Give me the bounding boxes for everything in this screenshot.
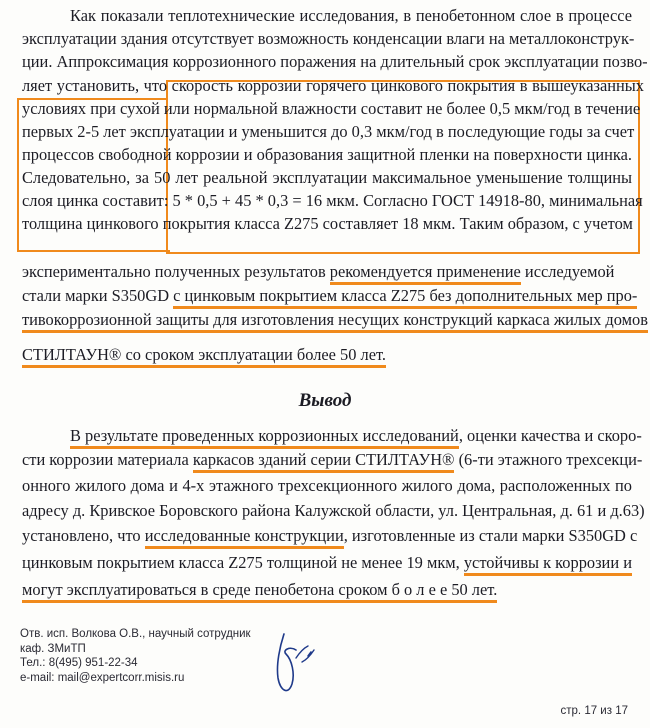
section-heading: Вывод (298, 390, 352, 411)
text-span: установлено, что (22, 526, 145, 545)
text-span: , оценки качества и скоро- (458, 426, 642, 445)
text-span: стали марки S350GD (22, 286, 174, 305)
executor-name: Отв. исп. Волкова О.В., научный сотрудник (20, 628, 251, 640)
text-span: , изготовленные из стали марки S350GD с (343, 526, 638, 545)
paragraph-1-line (22, 76, 645, 96)
underlined-text: исследованные конструкции (145, 526, 344, 549)
text-span: цинковым покрытием класса Z275 толщиной не менее 19 мкм, (22, 553, 464, 572)
underlined-text: рекомендуется применение (330, 262, 521, 285)
underlined-text: устойчивы к коррозии и (464, 553, 632, 576)
paragraph-1-line (22, 345, 632, 365)
paragraph-1-line: Следовательно, за 50 лет реальной эксплуатации максимальное уменьшение толщины (22, 168, 632, 187)
paragraph-1-line (22, 286, 638, 306)
paragraph-2-line (22, 450, 643, 470)
paragraph-2-line (22, 526, 638, 546)
paragraph-1-line: слоя цинка составит: 5 * 0,5 + 45 * 0,3 = 16 мкм. Согласно ГОСТ 14918-80, минимальная (22, 191, 643, 210)
text-span: сти коррозии материала (22, 450, 193, 469)
email: e-mail: mail@expertcorr.misis.ru (20, 671, 185, 684)
paragraph-1-line: первых 2-5 лет эксплуатации и уменьшится до 0,3 мкм/год в последующие годы за счет (22, 122, 635, 141)
underlined-text: СТИЛТАУН® со сроком эксплуатации более 50 лет. (22, 345, 386, 368)
department: каф. ЗМиТП (20, 642, 86, 655)
paragraph-2-line (22, 580, 632, 600)
text-span: Таким образом, с учетом (455, 214, 633, 233)
paragraph-1-line: Как показали теплотехнические исследования, в пенобетонном слое в процессе (70, 6, 632, 25)
paragraph-1-line (22, 214, 632, 234)
underlined-text: с цинковым покрытием класса Z275 без дополнительных мер про- (173, 286, 637, 309)
phone: Тел.: 8(495) 951-22-34 (20, 657, 138, 670)
text-span: (6-ти этажного трехсекци- (454, 450, 643, 469)
highlighted-text: скорость коррозии горячего цинкового покрытия в вышеуказанных (171, 76, 645, 95)
handwritten-signature (262, 616, 332, 706)
underlined-text: могут эксплуатироваться в среде пенобетона сроком б о л е е 50 лет. (22, 580, 497, 603)
text-span: исследуемой (520, 262, 615, 281)
underlined-text: тивокоррозионной защиты для изготовления несущих конструкций каркаса жилых домов (22, 310, 648, 333)
paragraph-2-line (70, 426, 642, 446)
paragraph-1-line: условиях при сухой или нормальной влажности составит не более 0,5 мкм/год в течение (22, 99, 641, 118)
paragraph-1-line: процессов свободной коррозии и образования защитной пленки на поверхности цинка. (22, 145, 632, 164)
executor-contacts (20, 627, 251, 685)
paragraph-1-line (22, 262, 632, 282)
paragraph-1-line: эксплуатации здания отсутствует возможность конденсации влаги на металлоконструк- (22, 29, 635, 48)
page-number: стр. 17 из 17 (560, 705, 628, 717)
underlined-text: В результате проведенных коррозионных исследований (70, 426, 459, 449)
highlighted-text: толщина цинкового покрытия класса Z275 составляет 18 мкм. (22, 214, 456, 233)
paragraph-2-line: адресу д. Кривское Боровского района Калужской области, ул. Центральная, д. 61 и д.63) (22, 501, 645, 520)
text-span: ляет установить, что (22, 76, 172, 95)
paragraph-1-line (22, 310, 648, 330)
paragraph-2-line: онного жилого дома и 4-х этажного трехсекционного жилого дома, расположенных по (22, 476, 632, 495)
paragraph-2-line (22, 553, 632, 573)
underlined-text: каркасов зданий серии СТИЛТАУН® (193, 450, 455, 473)
text-span: экспериментально полученных результатов (22, 262, 330, 281)
paragraph-1-line: ции. Аппроксимация коррозионного поражения на длительный срок эксплуатации позво- (22, 52, 648, 71)
